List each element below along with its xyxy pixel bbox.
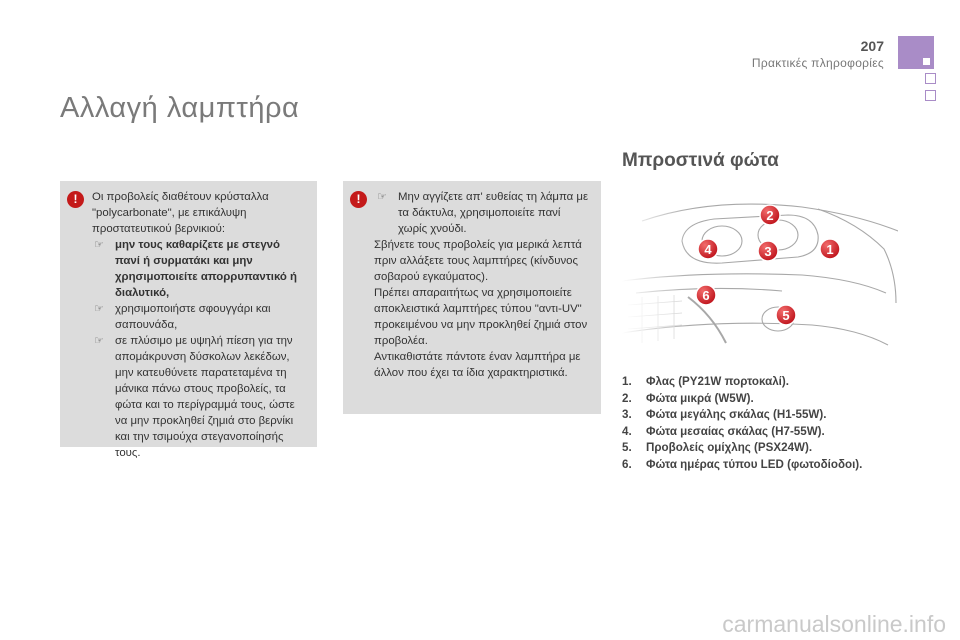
chapter-tab-active — [898, 36, 934, 69]
list-item — [622, 440, 862, 457]
section-label: Πρακτικές πληροφορίες — [751, 56, 884, 70]
warning-note-bulbs — [343, 181, 601, 414]
list-text: Φλας (PY21W πορτοκαλί). — [646, 375, 789, 388]
warning-note-cleaning — [60, 181, 317, 459]
list-number: 1. — [622, 375, 632, 388]
note-bullet: ☞ σε πλύσιμο με υψηλή πίεση για την απομάκρυνση δύσκολων λεκέδων, μην κατευθύνετε παρατεταμένα τη μάνικα πάνω στους προβολείς, τα φώτα και το περίγραμμά τους, ώστε να μην προκληθεί ζημιά στο βερνίκι και την τσιμούχα στεγανοποίησής τους. — [92, 333, 307, 461]
lamp-list — [622, 374, 862, 474]
page-number: 207 — [860, 38, 884, 54]
warning-icon: ! — [350, 191, 367, 208]
watermark: carmanualsonline.info — [722, 611, 946, 637]
warning-icon: ! — [67, 191, 84, 208]
chapter-tab — [925, 73, 936, 84]
callout-label: 3 — [764, 244, 772, 259]
list-text: Φώτα μεσαίας σκάλας (H7-55W). — [646, 424, 825, 438]
list-text: Φώτα μεγάλης σκάλας (H1-55W). — [646, 408, 827, 422]
section-heading: Μπροστινά φώτα — [622, 150, 779, 171]
car-front-illustration — [622, 193, 898, 353]
page-title: Αλλαγή λαμπτήρα — [60, 92, 300, 124]
list-number: 6. — [622, 457, 632, 471]
note-bullet: ☞ μην τους καθαρίζετε με στεγνό πανί ή συρματάκι και μην χρησιμοποιείτε απορρυπαντικό ή διαλυτικό, — [92, 237, 307, 301]
note-paragraph: Αντικαθιστάτε πάντοτε έναν λαμπτήρα με άλλον που έχει τα ίδια χαρακτηριστικά. — [374, 351, 581, 379]
note-paragraph: Σβήνετε τους προβολείς για μερικά λεπτά πριν αλλάξετε τους λαμπτήρες (κίνδυνος σοβαρού εγκαύματος). — [374, 239, 582, 283]
list-text: Προβολείς ομίχλης (PSX24W). — [646, 441, 813, 455]
list-item — [622, 424, 862, 441]
callout-label: 5 — [782, 308, 790, 323]
list-number: 5. — [622, 441, 632, 455]
list-item — [622, 391, 862, 408]
list-item — [622, 407, 862, 424]
list-item — [622, 374, 862, 391]
callout-label: 6 — [702, 288, 710, 303]
list-text: Φώτα μικρά (W5W). — [646, 391, 754, 405]
list-text: Φώτα ημέρας τύπου LED (φωτοδίοδοι). — [646, 457, 863, 471]
list-number: 2. — [622, 391, 632, 405]
note-intro: Οι προβολείς διαθέτουν κρύσταλλα "polycarbonate", με επικάλυψη προστατευτικού βερνικιού: — [92, 191, 269, 235]
chapter-tab — [925, 90, 936, 101]
callout-label: 4 — [704, 242, 712, 257]
note-paragraph: Πρέπει απαραιτήτως να χρησιμοποιείτε αποκλειστικά λαμπτήρες τύπου "αντι-UV" προκειμένου να μην προκληθεί ζημιά στον προβολέα. — [374, 287, 588, 347]
note-bullet: ☞ χρησιμοποιήστε σφουγγάρι και σαπουνάδα, — [92, 301, 307, 333]
list-number: 4. — [622, 424, 632, 438]
list-number: 3. — [622, 408, 632, 422]
callout-label: 1 — [826, 242, 834, 257]
note-bullet: ☞ Μην αγγίζετε απ' ευθείας τη λάμπα με τα δάκτυλα, χρησιμοποιείτε πανί χωρίς χνούδι. — [375, 189, 591, 237]
list-item — [622, 457, 862, 474]
callout-label: 2 — [766, 208, 774, 223]
